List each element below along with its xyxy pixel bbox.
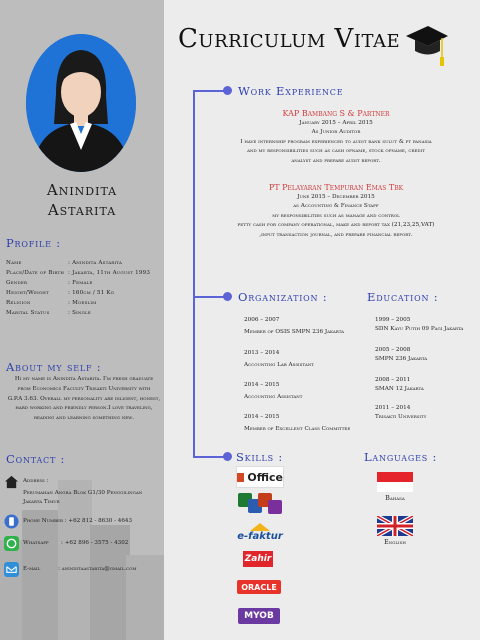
job-line: I have internship program experienced to audit bank sulut & pt panasia <box>240 138 432 145</box>
address-text <box>23 474 142 505</box>
job-line: petty cash for company operational, make and report tax (21,23,25,VAT) <box>237 222 435 229</box>
skill-label: Zahir <box>244 554 272 564</box>
profile-key: Name <box>6 260 22 266</box>
address-label: Address : <box>23 478 49 484</box>
language-label: Bahasa <box>385 495 405 502</box>
timeline-connector <box>193 90 227 92</box>
timeline-connector <box>193 296 227 298</box>
edu-year: 2005 – 2008 <box>375 347 411 353</box>
org-desc: Member of Excellent Class Committee <box>244 426 351 432</box>
job-company: KAP Bambang S & Partner <box>282 109 390 118</box>
graduation-cap-icon <box>402 18 450 70</box>
job-period: June 2015 – December 2015 <box>297 194 375 200</box>
software-icons-cluster <box>236 491 284 516</box>
org-item <box>244 316 344 337</box>
profile-value: : Female <box>68 280 93 286</box>
org-year: 2014 – 2015 <box>244 382 280 388</box>
skill-label: e-faktur <box>237 530 283 542</box>
profile-row <box>6 288 162 298</box>
skill-label: MYOB <box>244 611 274 621</box>
org-year: 2013 – 2014 <box>244 350 280 356</box>
org-year: 2006 – 2007 <box>244 317 280 323</box>
job-line: my responsibilities such as manage and control <box>272 212 400 219</box>
profile-key: Height/Weight <box>6 290 49 296</box>
edu-desc: SMAN 12 Jakarta <box>375 386 424 392</box>
job-role: As Junior Auditor <box>311 129 361 136</box>
zahir-logo <box>243 551 273 567</box>
phone-number[interactable]: Phone Number : +62 812 - 8630 - 4643 <box>23 518 133 524</box>
edu-item <box>375 404 426 422</box>
org-desc: Accounting Assistant <box>244 394 303 400</box>
profile-value: : Jakarta, 11th August 1993 <box>68 270 151 276</box>
profile-row <box>6 308 162 318</box>
ms-office-logo <box>236 466 284 488</box>
job-line: analyst and prepare audit report. <box>291 157 381 164</box>
organization-heading: Organization : <box>238 290 328 304</box>
about-line: G.P.A 3.63. Overall my personality are diligent, honest, <box>7 395 161 402</box>
address-line: Jakarta Timur <box>23 499 60 505</box>
job-line: and my responsibilities such as cash opname, stock opname, credit <box>247 148 425 155</box>
about-line: hard working and friendly person.I love traveling, <box>15 405 153 412</box>
job-period: January 2015 – April 2015 <box>299 120 373 126</box>
oracle-logo <box>237 580 281 594</box>
phone-icon <box>4 514 19 529</box>
whatsapp-icon <box>4 536 19 551</box>
profile-photo <box>26 34 136 172</box>
whatsapp-row <box>4 536 128 551</box>
about-heading: About my self : <box>6 360 102 374</box>
job-company: PT Pelayaran Tempuran Emas Tbk <box>268 183 404 192</box>
profile-row <box>6 268 162 278</box>
education-heading: Education : <box>367 290 439 304</box>
org-item <box>244 381 302 402</box>
org-year: 2014 – 2015 <box>244 414 280 420</box>
about-line: Hi my name is Anindita Astarita. I'm fresh graduate <box>14 376 154 382</box>
last-name: Astarita <box>47 201 117 219</box>
profile-value: : Moeslim <box>68 300 97 306</box>
profile-row <box>6 298 162 308</box>
whatsapp-number[interactable]: Whatsapp : +62 896 - 3575 - 4302 <box>23 540 129 546</box>
org-desc: Member of OSIS SMPN 236 Jakarta <box>244 329 345 335</box>
job-role: as Accounting & Finance Staff <box>293 203 379 210</box>
skill-label: ORACLE <box>241 582 277 592</box>
edu-year: 2008 – 2011 <box>375 377 411 383</box>
profile-key: Marital Status <box>6 310 50 316</box>
timeline-dot <box>223 452 232 461</box>
profile-row <box>6 278 162 288</box>
job-entry <box>200 182 472 240</box>
contact-heading: Contact : <box>6 452 66 466</box>
profile-value: : Anindita Astarita <box>68 260 123 266</box>
edu-item <box>375 316 463 334</box>
timeline-line <box>193 436 195 458</box>
address-line: Perumahan Angra Blok G1/30 Penggilingan <box>23 490 143 496</box>
timeline-line <box>193 296 195 436</box>
page-title: Curriculum Vitae <box>178 24 401 54</box>
profile-key: Place/Date of Birth <box>6 270 65 276</box>
skills-heading: Skills : <box>236 450 284 464</box>
software-icons-illustration <box>236 491 284 516</box>
org-item <box>244 349 314 370</box>
edu-desc: SDN Kayu Putih 09 Pagi Jakarta <box>375 326 464 332</box>
language-label: English <box>384 539 406 546</box>
efaktur-icon <box>250 523 270 531</box>
phone-row <box>4 514 132 529</box>
email-icon <box>4 562 19 577</box>
indonesia-flag-icon <box>377 472 413 492</box>
org-item <box>244 413 350 434</box>
efaktur-logo <box>236 520 284 544</box>
about-line: from Economics Faculty Trisakti University with <box>17 385 151 392</box>
profile-row <box>6 258 162 268</box>
about-text <box>4 375 164 424</box>
uk-flag-icon <box>377 516 413 536</box>
skill-label: Office <box>247 470 283 484</box>
edu-item <box>375 376 424 394</box>
profile-key: Gender <box>6 280 28 286</box>
profile-value: : Single <box>68 310 91 316</box>
profile-key: Religion <box>6 300 31 306</box>
address-row <box>4 474 142 505</box>
edu-year: 1999 – 2005 <box>375 317 411 323</box>
timeline-dot <box>223 86 232 95</box>
edu-year: 2011 – 2014 <box>375 405 411 411</box>
edu-desc: SMPN 236 Jakarta <box>375 356 428 362</box>
timeline-connector <box>193 456 227 458</box>
edu-desc: Trisakti University <box>375 414 427 420</box>
first-name: Anindita <box>46 181 118 199</box>
edu-item <box>375 346 427 364</box>
organization-list <box>244 316 364 436</box>
timeline-dot <box>223 292 232 301</box>
email-address[interactable]: E-mail : aninditaastarita@gmail.com <box>23 566 137 572</box>
about-line: reading and learning something new. <box>33 415 135 422</box>
work-heading: Work Experience <box>238 84 344 98</box>
home-icon <box>4 474 19 489</box>
job-line: ,input transaction journal, and prepare financial report. <box>259 231 413 238</box>
office-icon <box>237 473 244 482</box>
person-portrait-illustration <box>26 34 136 172</box>
myob-logo <box>238 608 280 624</box>
languages-heading: Languages : <box>364 450 438 464</box>
timeline-line <box>193 90 195 296</box>
profile-value: : 160cm / 51 Kg <box>68 290 115 296</box>
profile-heading: Profile : <box>6 236 61 250</box>
job-entry <box>200 108 472 166</box>
org-desc: Accounting Lab Assistant <box>244 362 314 368</box>
education-list <box>375 316 475 426</box>
email-row <box>4 562 136 577</box>
person-name <box>0 180 164 220</box>
profile-list <box>6 258 162 318</box>
